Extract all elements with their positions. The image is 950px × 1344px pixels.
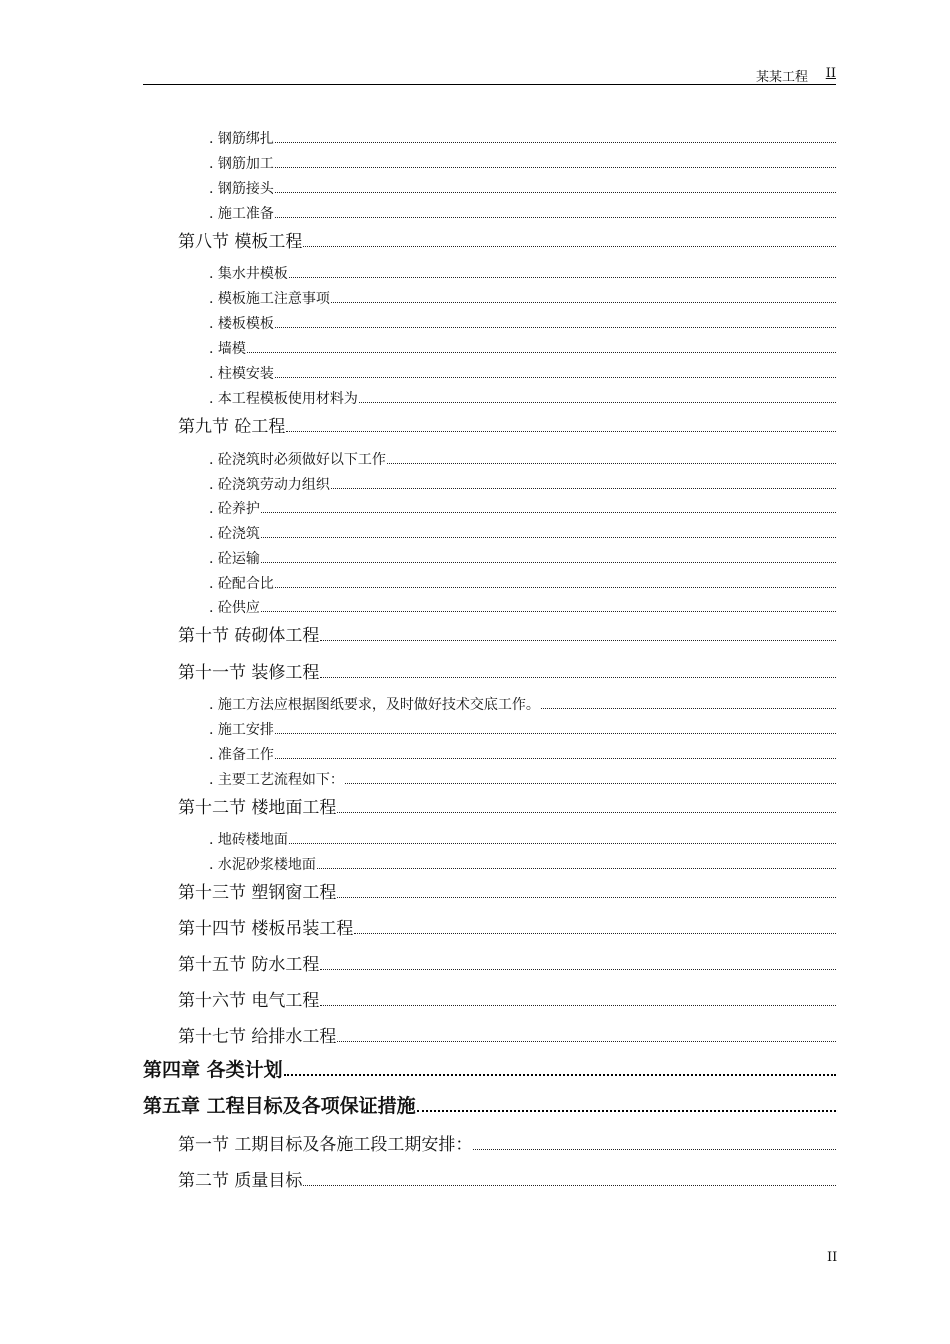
toc-dot-leader [337, 897, 836, 898]
toc-entry[interactable] [209, 263, 836, 283]
toc-dot-leader [337, 1041, 836, 1042]
toc-dot-leader [317, 868, 836, 869]
toc-entry-label: . 砼运输 [209, 551, 260, 567]
toc-entry-label: . 钢筋加工 [209, 156, 274, 172]
toc-entry-label: . 主要工艺流程如下： [209, 772, 344, 788]
toc-entry-label: 第十五节 防水工程 [178, 955, 320, 975]
toc-entry[interactable] [178, 878, 836, 903]
toc-entry-label: . 水泥砂浆楼地面 [209, 857, 316, 873]
toc-entry-label: 第十一节 装修工程 [178, 663, 320, 683]
toc-dot-leader [286, 431, 836, 432]
toc-entry[interactable] [209, 744, 836, 764]
toc-dot-leader [320, 640, 836, 641]
toc-entry[interactable] [178, 658, 836, 683]
toc-dot-leader [354, 933, 836, 934]
toc-entry[interactable] [209, 523, 836, 543]
page-header [143, 64, 836, 85]
toc-dot-leader [359, 402, 836, 403]
footer-page-number: II [827, 1250, 838, 1265]
toc-dot-leader [541, 708, 836, 709]
toc-entry[interactable] [209, 854, 836, 874]
toc-entry-label: 第九节 砼工程 [178, 417, 286, 437]
toc-dot-leader [247, 352, 836, 353]
toc-entry[interactable] [209, 573, 836, 593]
toc-entry[interactable] [209, 597, 836, 617]
toc-dot-leader [275, 167, 836, 168]
toc-dot-leader [261, 562, 836, 563]
toc-entry[interactable] [178, 227, 836, 252]
toc-dot-leader [473, 1149, 836, 1150]
toc-entry[interactable] [178, 793, 836, 818]
toc-entry-label: . 模板施工注意事项 [209, 291, 330, 307]
toc-entry-label: . 砼供应 [209, 600, 260, 616]
toc-entry-label: . 砼浇筑劳动力组织 [209, 477, 330, 493]
toc-entry-label: 第十四节 楼板吊装工程 [178, 919, 354, 939]
toc-entry[interactable] [209, 548, 836, 568]
toc-entry-label: 第十三节 塑钢窗工程 [178, 883, 337, 903]
toc-entry[interactable] [178, 1022, 836, 1047]
toc-entry-label: 第二节 质量目标 [178, 1171, 303, 1191]
toc-entry[interactable] [209, 288, 836, 308]
toc-entry-label: 第五章 工程目标及各项保证措施 [143, 1095, 416, 1117]
toc-dot-leader [417, 1110, 836, 1112]
toc-entry-label: 第八节 模板工程 [178, 232, 303, 252]
toc-dot-leader [345, 783, 836, 784]
toc-entry[interactable] [143, 1091, 836, 1118]
toc-dot-leader [275, 217, 836, 218]
toc-entry-label: 第十七节 给排水工程 [178, 1027, 337, 1047]
toc-entry-label: . 集水井模板 [209, 266, 288, 282]
toc-entry[interactable] [178, 950, 836, 975]
toc-entry-label: . 本工程模板使用材料为 [209, 391, 358, 407]
toc-dot-leader [275, 142, 836, 143]
toc-entry-label: . 楼板模板 [209, 316, 274, 332]
toc-dot-leader [331, 302, 836, 303]
toc-entry-label: . 砼浇筑 [209, 526, 260, 542]
toc-entry-label: . 柱模安装 [209, 366, 274, 382]
toc-dot-leader [261, 537, 836, 538]
toc-entry[interactable] [209, 769, 836, 789]
toc-entry-label: . 钢筋绑扎 [209, 131, 274, 147]
toc-entry[interactable] [209, 153, 836, 173]
toc-entry[interactable] [209, 128, 836, 148]
toc-entry-label: . 钢筋接头 [209, 181, 274, 197]
toc-dot-leader [320, 969, 836, 970]
toc-entry[interactable] [178, 412, 836, 437]
toc-entry[interactable] [209, 388, 836, 408]
toc-entry[interactable] [209, 694, 836, 714]
toc-entry[interactable] [209, 474, 836, 494]
toc-dot-leader [289, 843, 836, 844]
toc-entry-label: 第十六节 电气工程 [178, 991, 320, 1011]
toc-dot-leader [275, 758, 836, 759]
toc-dot-leader [337, 812, 836, 813]
toc-dot-leader [275, 377, 836, 378]
toc-entry[interactable] [178, 1130, 836, 1155]
toc-dot-leader [320, 677, 836, 678]
toc-dot-leader [275, 192, 836, 193]
toc-entry[interactable] [209, 498, 836, 518]
toc-entry-label: 第十节 砖砌体工程 [178, 626, 320, 646]
toc-entry[interactable] [178, 914, 836, 939]
toc-entry[interactable] [209, 313, 836, 333]
toc-entry-label: . 施工方法应根据图纸要求，及时做好技术交底工作。 [209, 697, 540, 713]
toc-dot-leader [275, 327, 836, 328]
toc-dot-leader [261, 611, 836, 612]
toc-entry[interactable] [209, 829, 836, 849]
toc-dot-leader [261, 512, 836, 513]
toc-dot-leader [284, 1074, 836, 1076]
toc-entry[interactable] [209, 363, 836, 383]
header-title: 某某工程 [755, 70, 808, 85]
toc-dot-leader [320, 1005, 836, 1006]
toc-dot-leader [303, 1185, 836, 1186]
toc-entry[interactable] [143, 1055, 836, 1082]
toc-entry-label: . 砼浇筑时必须做好以下工作 [209, 452, 386, 468]
toc-entry[interactable] [178, 1166, 836, 1191]
toc-entry-label: . 砼配合比 [209, 576, 274, 592]
toc-dot-leader [331, 488, 836, 489]
toc-entry-label: . 施工准备 [209, 206, 274, 222]
toc-entry-label: . 墙模 [209, 341, 246, 357]
toc-dot-leader [303, 246, 836, 247]
toc-dot-leader [289, 277, 836, 278]
toc-dot-leader [275, 733, 836, 734]
toc-dot-leader [387, 463, 836, 464]
toc-dot-leader [275, 587, 836, 588]
toc-entry[interactable] [209, 449, 836, 469]
toc-entry-label: . 施工安排 [209, 722, 274, 738]
toc-entry[interactable] [209, 719, 836, 739]
toc-entry[interactable] [209, 203, 836, 223]
toc-entry-label: . 地砖楼地面 [209, 832, 288, 848]
toc-entry[interactable] [209, 178, 836, 198]
toc-entry[interactable] [209, 338, 836, 358]
toc-entry-label: . 砼养护 [209, 501, 260, 517]
toc-entry-label: . 准备工作 [209, 747, 274, 763]
toc-entry[interactable] [178, 621, 836, 646]
toc-entry-label: 第一节 工期目标及各施工段工期安排： [178, 1135, 473, 1155]
header-page-number: II [825, 66, 836, 81]
toc-entry-label: 第十二节 楼地面工程 [178, 798, 337, 818]
toc-entry[interactable] [178, 986, 836, 1011]
toc-entry-label: 第四章 各类计划 [143, 1059, 283, 1081]
